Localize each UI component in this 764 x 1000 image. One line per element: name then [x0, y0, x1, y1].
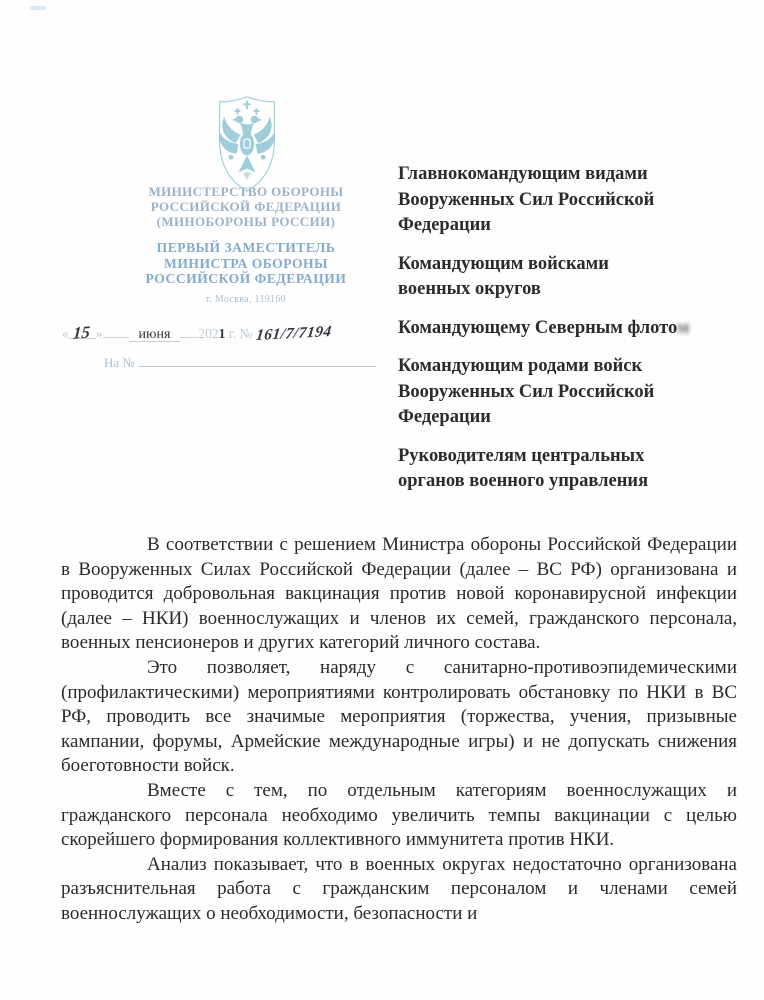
reference-blank-line: [139, 352, 376, 367]
recipient-voennye-okruga: Командующим войсками военных округов: [398, 253, 609, 299]
recipients-block: [398, 162, 748, 508]
recipient-severny-flot-text: Командующему Северным флото: [398, 317, 677, 338]
reference-number-line: [104, 352, 376, 371]
handwritten-outgoing-number: 161/7/7194: [254, 322, 333, 345]
body-paragraph-4: Анализ показывает, что в военных округах недостаточно организована разъяснительная работа с гражданским персоналом и членами семей военнослужащих о необходимости, безопасности и: [61, 853, 737, 924]
date-number-line: [62, 322, 407, 348]
reference-label: На №: [104, 355, 135, 370]
recipient-severny-flot: [398, 316, 748, 342]
recipient-central-organs: Руководителям центральных органов военного управления: [398, 445, 649, 491]
month-label: июня: [138, 327, 171, 342]
letter-body: [61, 533, 737, 927]
recipient-glavkom-vidov: Главнокомандующим видами Вооруженных Сил Российской Федерации: [398, 164, 655, 235]
number-sign: №: [239, 326, 253, 341]
body-paragraph-1: В соответствии с решением Министра обороны Российской Федерации в Вооруженных Силах Российской Федерации (далее – ВС РФ) организована и проводится добровольная вакцинация против новой коронавирусной инфекции (далее – НКИ) военнослужащих и членов их семей, гражданского персонала, военных пенсионеров и других категорий личного состава.: [61, 534, 737, 654]
handwritten-year-digit: 1: [218, 326, 226, 341]
year-suffix: г.: [228, 326, 237, 341]
handwritten-day: 15: [72, 322, 91, 343]
year-printed: 202: [198, 326, 219, 341]
scan-artifact: [30, 6, 46, 10]
ministry-name: МИНИСТЕРСТВО ОБОРОНЫ РОССИЙСКОЙ ФЕДЕРАЦИИ (МИНОБОРОНЫ РОССИИ): [148, 184, 344, 230]
smudged-character: м: [676, 317, 690, 338]
quote-open: «: [62, 326, 69, 341]
sender-office-title: ПЕРВЫЙ ЗАМЕСТИТЕЛЬ МИНИСТРА ОБОРОНЫ РОССИЙСКОЙ ФЕДЕРАЦИИ: [145, 240, 347, 287]
body-paragraph-3: Вместе с тем, по отдельным категориям военнослужащих и гражданского персонала необходимо увеличить темпы вакцинации с целью скорейшего формирования коллективного иммунитета против НКИ.: [61, 779, 737, 851]
city-postal-line: г. Москва, 119160: [206, 294, 286, 305]
double-headed-eagle-emblem-icon: [203, 93, 291, 197]
recipient-roda-voysk: Командующим родами войск Вооруженных Сил Российской Федерации: [398, 356, 655, 427]
body-paragraph-2: Это позволяет, наряду с санитарно-противоэпидемическими (профилактическими) мероприятиями контролировать обстановку по НКИ в ВС РФ, проводить все значимые мероприятия (торжества, учения, призывные кампании, форумы, Армейские международные игры) и не допускать снижения боеготовности войск.: [61, 656, 737, 777]
quote-close: »: [95, 326, 103, 341]
